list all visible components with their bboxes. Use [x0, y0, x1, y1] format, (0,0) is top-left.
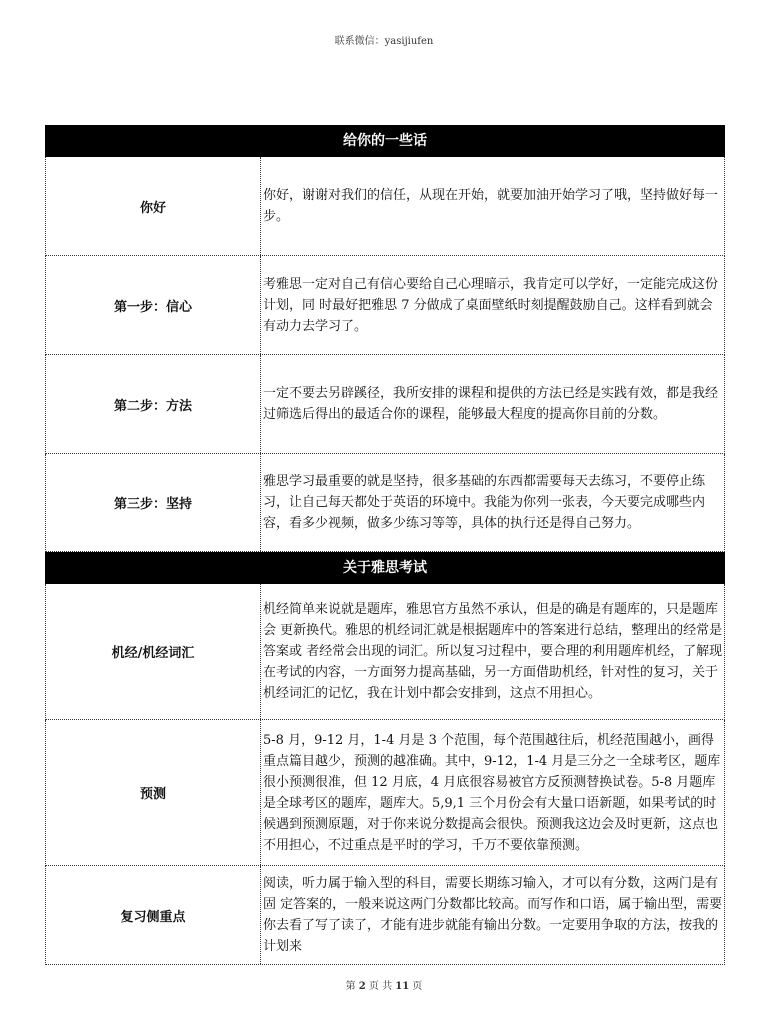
- row-label: 第三步：坚持: [46, 454, 261, 551]
- row-text: 你好，谢谢对我们的信任，从现在开始，就要加油开始学习了哦，坚持做好每一步。: [263, 188, 719, 224]
- row-text: 一定不要去另辟蹊径，我所安排的课程和提供的方法已经是实践有效，都是我经过筛选后得出的最适合你的课程，能够最大程度的提高你目前的分数。: [263, 386, 719, 422]
- table-row: [45, 866, 725, 965]
- row-text: 考雅思一定对自己有信心要给自己心理暗示，我肯定可以学好，一定能完成这份计划，同 时最好把雅思 7 分做成了桌面壁纸时刻提醒鼓励自己。这样看到就会有动力去学习了。: [263, 276, 719, 334]
- page-number: 2: [358, 981, 366, 992]
- row-content: [261, 256, 724, 354]
- table-row: [45, 584, 725, 720]
- row-content: [261, 584, 724, 719]
- page-footer: [0, 977, 768, 992]
- row-content: [261, 866, 724, 964]
- row-content: [261, 355, 724, 453]
- page-prefix: 第: [345, 981, 356, 992]
- page-suffix: 页: [412, 981, 423, 992]
- table-row: [45, 256, 725, 355]
- row-label: 你好: [46, 157, 261, 255]
- row-label: 机经/机经词汇: [46, 584, 261, 719]
- page-mid: 页 共: [368, 981, 393, 992]
- row-label: 第一步：信心: [46, 256, 261, 354]
- table-row: [45, 355, 725, 454]
- row-content: [261, 157, 724, 255]
- row-text: 雅思学习最重要的就是坚持，很多基础的东西都需要每天去练习，不要停止练习，让自己每天都处于英语的环境中。我能为你列一张表，今天要完成哪些内容，看多少视频，做多少练习等等，具体的执行还是得自己努力。: [263, 474, 706, 531]
- document-table: [45, 125, 725, 965]
- page-total: 11: [395, 981, 410, 992]
- section-title-ielts: 关于雅思考试: [45, 552, 725, 584]
- table-row: [45, 454, 725, 552]
- row-content: [261, 454, 724, 551]
- row-label: 预测: [46, 720, 261, 865]
- page-header-contact: 联系微信：yasijiufen: [334, 36, 434, 47]
- row-label: 复习侧重点: [46, 866, 261, 964]
- table-row: [45, 720, 725, 866]
- row-label: 第二步：方法: [46, 355, 261, 453]
- row-text: 阅读，听力属于输入型的科目，需要长期练习输入，才可以有分数，这两门是有固 定答案的，一般来说这两门分数都比较高。而写作和口语，属于输出型，需要你去看了写了读了，才能有进步就能有输出分数。一定要用争取的方法，按我的计划来: [263, 876, 723, 954]
- row-text: 5-8 月，9-12 月，1-4 月是 3 个范围，每个范围越往后，机经范围越小，画得重点篇目越少，预测的越准确。其中，9-12，1-4 月是三分之一全球考区，题库很小预测很准，但 12 月底，4 月底很容易被官方反预测替换试卷。5-8 月题库是全球考区的题库，题库大。5,9,1 三个月份会有大量口语新题，如果考试的时候遇到预测原题，对于你来说分数提高会很快。预测我这边会及时更新，这点也不用担心，不过重点是平时的学习，千万不要依靠预测。: [263, 732, 721, 853]
- row-text: 机经简单来说就是题库，雅思官方虽然不承认，但是的确是有题库的，只是题库会 更新换代。雅思的机经词汇就是根据题库中的答案进行总结，整理出的经常是答案或 者经常会出现的词汇。所以复习过程中，要合理的利用题库机经，了解现在考试的内容，一方面努力提高基础，另一方面借助机经，针对性的复习，关于机经词汇的记忆，我在计划中都会安排到，这点不用担心。: [263, 602, 723, 701]
- section-title-advice: 给你的一些话: [45, 125, 725, 157]
- table-row: [45, 157, 725, 256]
- row-content: [261, 720, 724, 865]
